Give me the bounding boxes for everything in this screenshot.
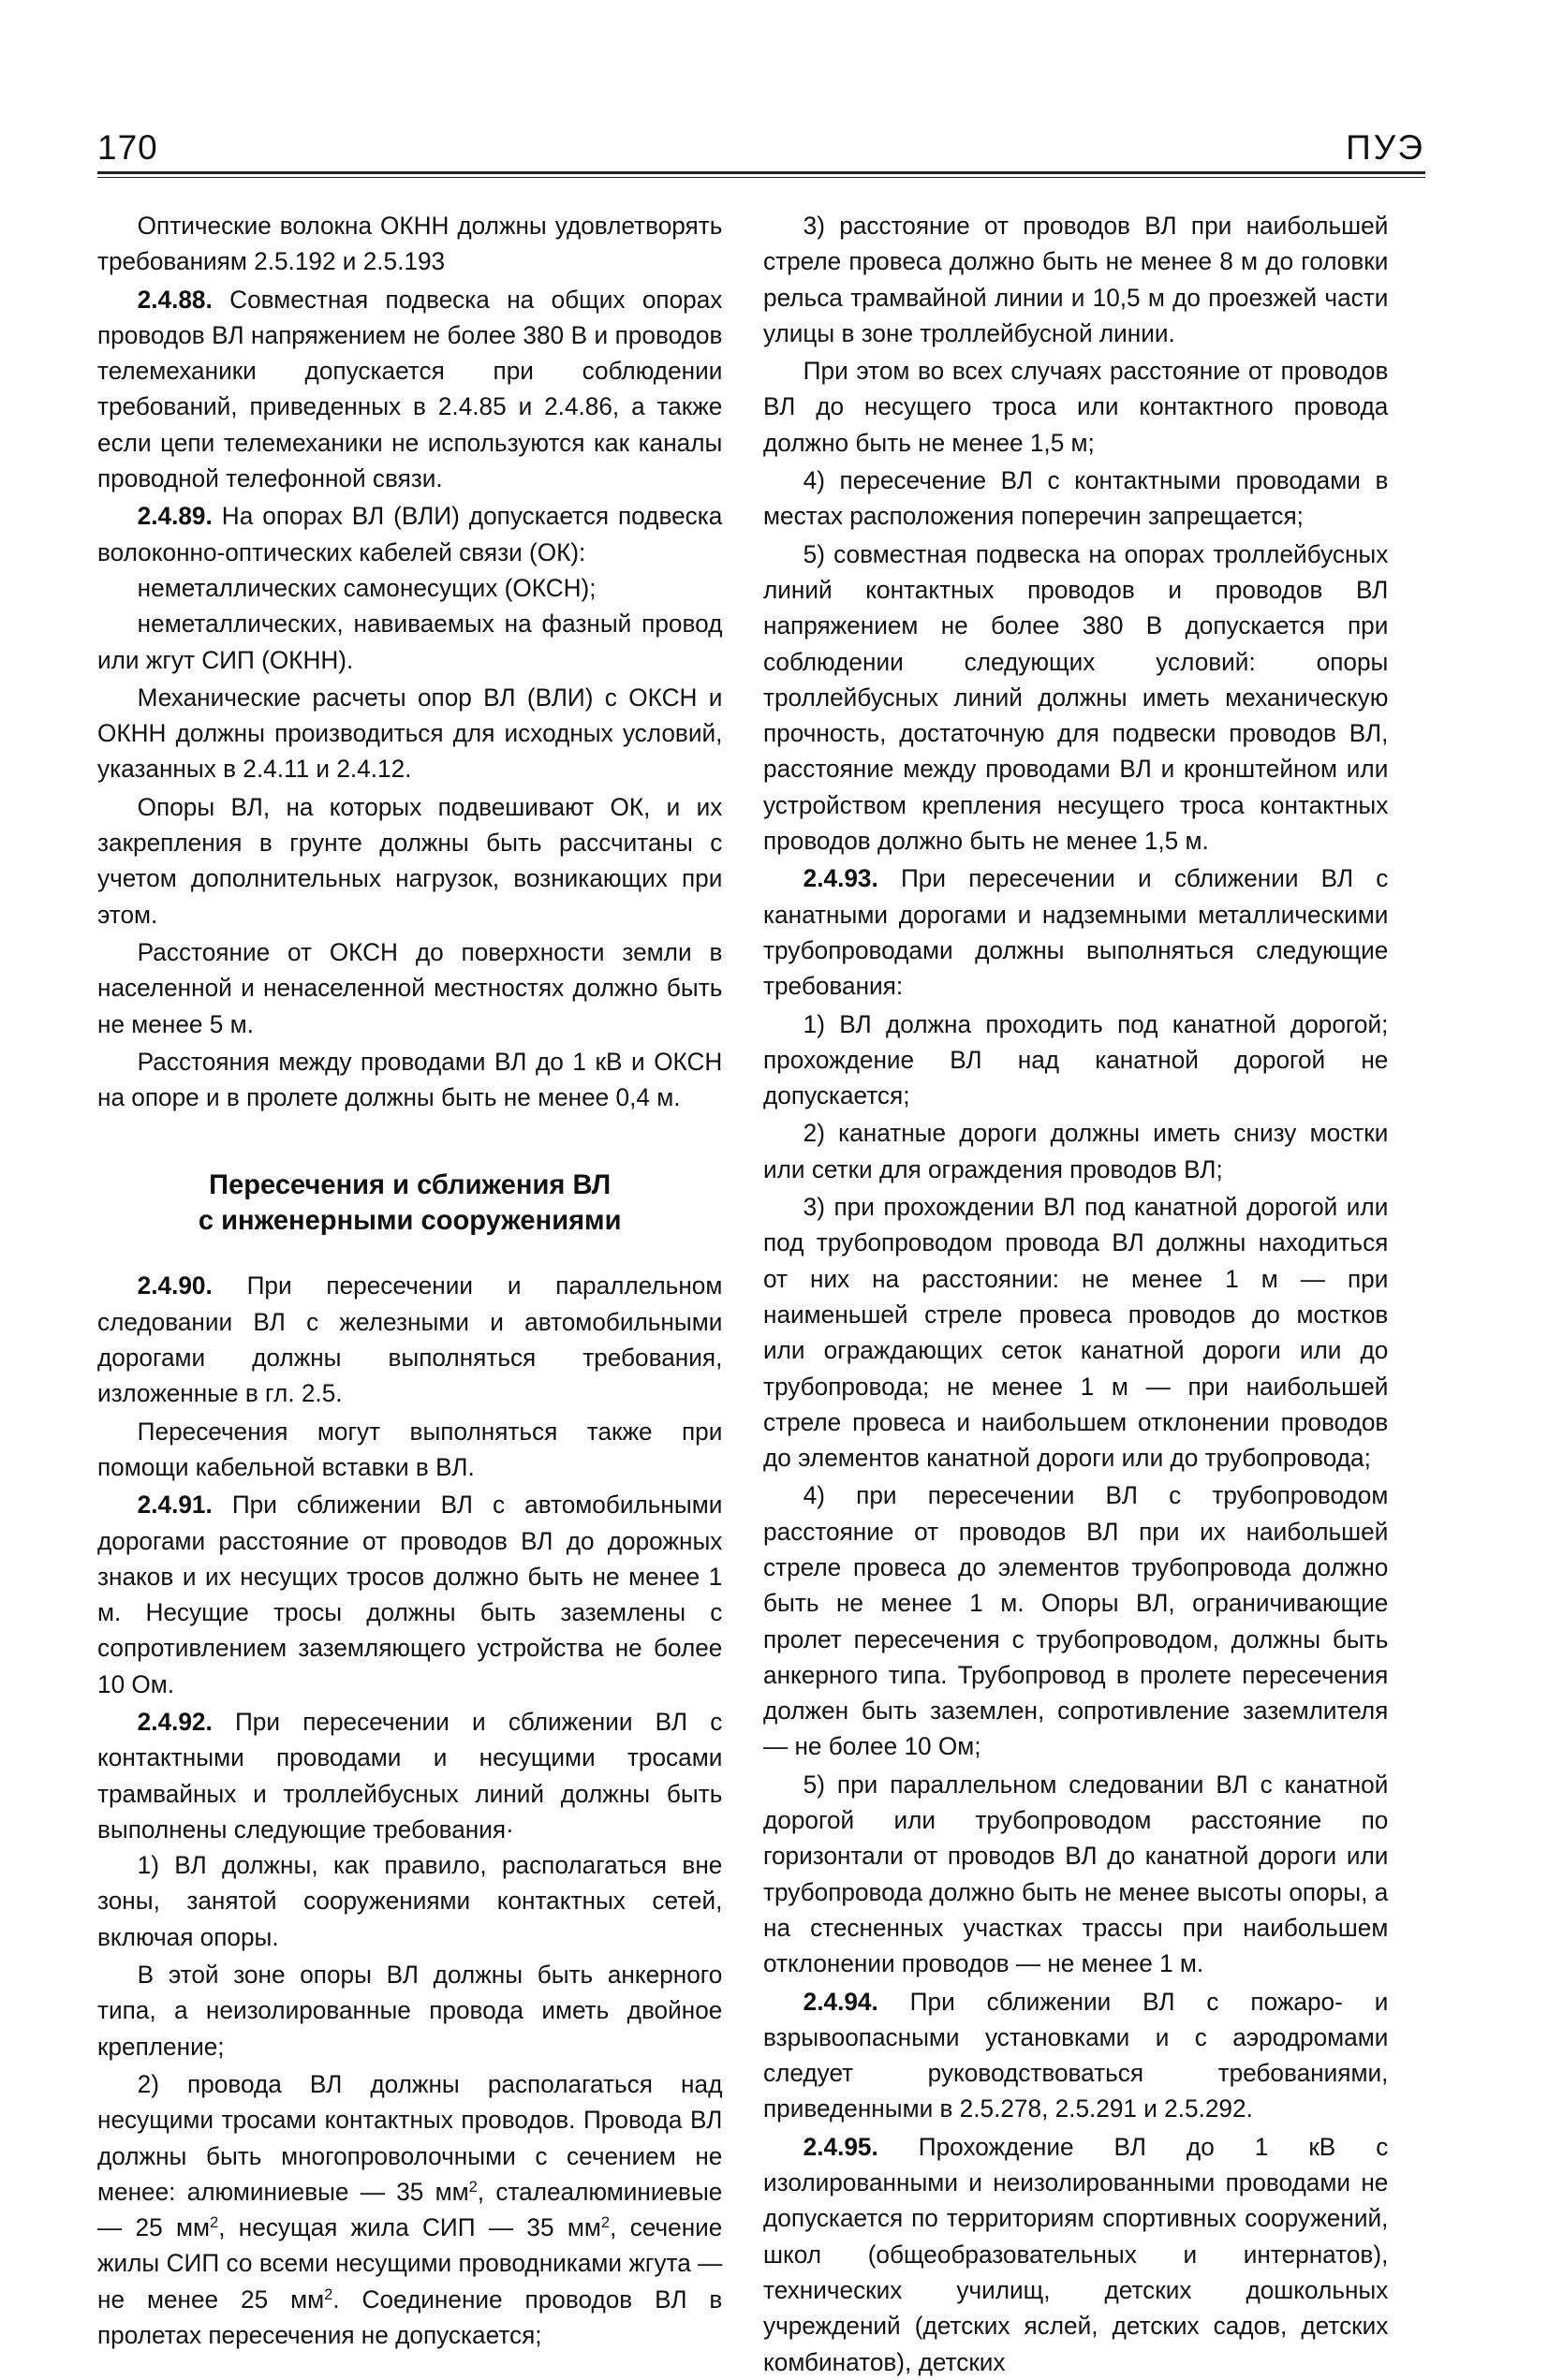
- paragraph: 4) пересечение ВЛ с контактными проводами в местах расположения поперечин запрещается;: [763, 466, 1389, 531]
- text-segment: , несущая жила СИП — 35 мм: [218, 2213, 601, 2242]
- superscript: 2: [468, 2177, 478, 2196]
- paragraph: Оптические волокна ОКНН должны удовлетворять требованиям 2.5.192 и 2.5.193: [97, 212, 723, 276]
- text-segment: , сечение жилы СИП со всеми несущими проводниками жгута — не менее 25 мм: [97, 2213, 723, 2314]
- superscript: 2: [324, 2285, 333, 2303]
- clause-text: При сближении ВЛ с автомобильными дорогами расстояние от проводов ВЛ до дорожных знаков и их несущих тросов должно быть не менее 1 м. Несущие тросы должны быть заземлены с сопротивлением заземляющего устройства не более 10 Ом.: [97, 1491, 723, 1698]
- text-segment: , сталеалюминиевые — 25 мм: [97, 2177, 723, 2242]
- clause-number: 2.4.92.: [137, 1707, 213, 1736]
- clause-text: При пересечении и параллельном следовании ВЛ с железными и автомобильными дорогами должны выполняться требования, изложенные в гл. 2.5.: [97, 1271, 723, 1408]
- paragraph: 3) при прохождении ВЛ под канатной дорогой или под трубопроводом провода ВЛ должны находиться от них на расстоянии: не менее 1 м — при наименьшей стреле провеса проводов до мостков или ограждающих сеток канатной дороги или до трубопровода; не менее 1 м — при наибольшей стреле провеса и наибольшем отклонении проводов до элементов канатной дороги или до трубопровода;: [763, 1193, 1389, 1473]
- paragraph: Расстояния между проводами ВЛ до 1 кВ и ОКСН на опоре и в пролете должны быть не менее 0,4 м.: [97, 1047, 723, 1112]
- clause-number: 2.4.94.: [803, 1987, 878, 2016]
- paragraph-2-4-91: [97, 1487, 722, 1702]
- clause-number: 2.4.91.: [137, 1491, 213, 1520]
- clause-text: На опорах ВЛ (ВЛИ) допускается подвеска волоконно-оптических кабелей связи (ОК):: [97, 502, 723, 566]
- superscript: 2: [210, 2213, 219, 2232]
- paragraph: 5) совместная подвеска на опорах троллейбусных линий контактных проводов и проводов ВЛ напряжением не более 380 В допускается при соблюдении следующих условий: опоры троллейбусных линий должны иметь механическую прочность, достаточную для подвески проводов ВЛ, расстояние между проводами ВЛ и кронштейном или устройством крепления несущего троса контактных проводов должно быть не менее 1,5 м.: [763, 539, 1389, 856]
- clause-text: При пересечении и сближении ВЛ с канатными дорогами и надземными металлическими трубопроводами должны выполняться следующие требования:: [763, 864, 1389, 1001]
- header-rule-thin: [97, 177, 1425, 178]
- superscript: 2: [600, 2213, 611, 2232]
- text-segment: 2) провода ВЛ должны располагаться над несущими тросами контактных проводов. Провода ВЛ должны быть многопроволочными с сечением не менее: алюминиевые — 35 мм: [97, 2069, 723, 2206]
- page-header: [97, 128, 1425, 173]
- section-heading-line: с инженерными сооружениями: [198, 1205, 622, 1237]
- paragraph: 4) при пересечении ВЛ с трубопроводом расстояние от проводов ВЛ при их наибольшей стреле провеса до элементов трубопровода должно быть не менее 1 м. Опоры ВЛ, ограничивающие пролет пересечения с трубопроводом, должны быть анкерного типа. Трубопровод в пролете пересечения должен быть заземлен, сопротивление заземлителя — не более 10 Ом;: [763, 1481, 1389, 1761]
- clause-text: При пересечении и сближении ВЛ с контактными проводами и несущими тросами трамвайных и троллейбусных линий должны быть выполнены следующие требования·: [97, 1707, 723, 1844]
- clause-text: Прохождение ВЛ до 1 кВ с изолированными и неизолированными проводами не допускается по территориям спортивных сооружений, школ (общеобразовательных и интернатов), технических училищ, детских дошкольных учреждений (детских яслей, детских садов, детских комбинатов), детских: [763, 2132, 1389, 2376]
- paragraph: Расстояние от ОКСН до поверхности земли в населенной и ненаселенной местностях должно быть не менее 5 м.: [97, 937, 723, 1038]
- paragraph-2-4-94: [763, 1984, 1388, 2127]
- clause-number: 2.4.95.: [803, 2132, 878, 2161]
- text-segment: . Соединение проводов ВЛ в пролетах пересечения не допускается;: [97, 2285, 723, 2350]
- right-column: [763, 208, 1388, 2380]
- paragraph-2-4-93: [763, 860, 1388, 1004]
- paragraph: Механические расчеты опор ВЛ (ВЛИ) с ОКСН и ОКНН должны производиться для исходных условий, указанных в 2.4.11 и 2.4.12.: [97, 683, 723, 784]
- paragraph: При этом во всех случаях расстояние от проводов ВЛ до несущего троса или контактного провода должно быть не менее 1,5 м;: [763, 357, 1389, 457]
- clause-number: 2.4.93.: [803, 864, 878, 893]
- paragraph: неметаллических, навиваемых на фазный провод или жгут СИП (ОКНН).: [97, 610, 723, 674]
- paragraph: неметаллических самонесущих (ОКСН);: [137, 573, 597, 602]
- paragraph: 5) при параллельном следовании ВЛ с канатной дорогой или трубопроводом расстояние по горизонтали от проводов ВЛ до канатной дороги или трубопровода должно быть не менее высоты опоры, а на стесненных участках трассы при наибольшем отклонении проводов — не менее 1 м.: [763, 1770, 1389, 1978]
- header-rule: [97, 171, 1425, 174]
- running-title: ПУЭ: [1346, 128, 1425, 167]
- clause-number: 2.4.88.: [137, 285, 213, 314]
- clause-text: При сближении ВЛ с пожаро- и взрывоопасными установками и с аэродромами следует руководствоваться требованиями, приведенными в 2.5.278, 2.5.291 и 2.5.292.: [763, 1987, 1389, 2123]
- paragraph-2-4-88: [97, 282, 722, 497]
- paragraph-2-4-95: [763, 2129, 1388, 2380]
- paragraph: [97, 2066, 722, 2353]
- paragraph-2-4-89: [97, 498, 722, 570]
- paragraph: 2) канатные дороги должны иметь снизу мостки или сетки для ограждения проводов ВЛ;: [763, 1119, 1389, 1183]
- section-heading: [97, 1168, 722, 1239]
- paragraph: Опоры ВЛ, на которых подвешивают ОК, и их закрепления в грунте должны быть рассчитаны с учетом дополнительных нагрузок, возникающих при этом.: [97, 792, 723, 929]
- paragraph: 3) расстояние от проводов ВЛ при наибольшей стреле провеса должно быть не менее 8 м до головки рельса трамвайной линии и 10,5 м до проезжей части улицы в зоне троллейбусной линии.: [763, 212, 1389, 347]
- paragraph: 1) ВЛ должны, как правило, располагаться вне зоны, занятой сооружениями контактных сетей, включая опоры.: [97, 1851, 723, 1951]
- section-heading-line: Пересечения и сближения ВЛ: [209, 1169, 612, 1201]
- paragraph: В этой зоне опоры ВЛ должны быть анкерного типа, а неизолированные провода иметь двойное крепление;: [97, 1961, 723, 2061]
- clause-text: Совместная подвеска на общих опорах проводов ВЛ напряжением не более 380 В и проводов телемеханики допускается при соблюдении требований, приведенных в 2.4.85 и 2.4.86, а также если цепи телемеханики не используются как каналы проводной телефонной связи.: [97, 285, 723, 493]
- clause-number: 2.4.89.: [137, 502, 213, 531]
- left-column: [97, 208, 722, 2353]
- clause-number: 2.4.90.: [137, 1271, 213, 1300]
- paragraph-2-4-90: [97, 1268, 722, 1411]
- paragraph: Пересечения могут выполняться также при помощи кабельной вставки в ВЛ.: [97, 1417, 723, 1481]
- paragraph: 1) ВЛ должна проходить под канатной дорогой; прохождение ВЛ над канатной дорогой не допускается;: [763, 1009, 1389, 1110]
- page-number: 170: [97, 128, 158, 167]
- paragraph-2-4-92: [97, 1704, 722, 1847]
